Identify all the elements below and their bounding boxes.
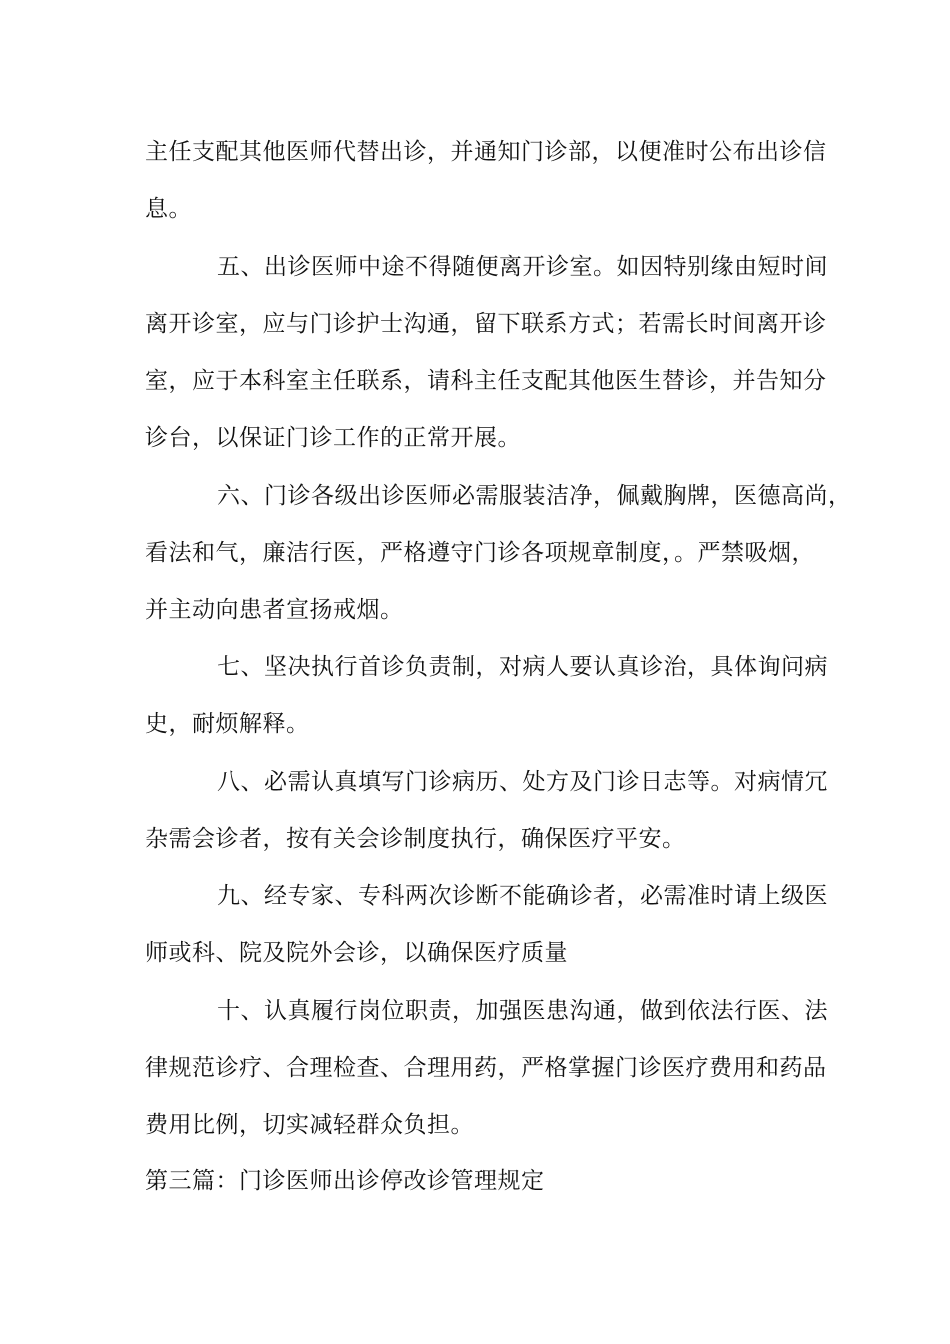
text-line: 室，应于本科室主任联系，请科主任支配其他医生替诊，并告知分 — [145, 368, 827, 394]
paragraph-5-line: 五、出诊医师中途不得随便离开诊室。如因特别缘由短时间 — [217, 254, 828, 280]
paragraph-7-line: 七、坚决执行首诊负责制，对病人要认真诊治，具体询问病 — [217, 654, 828, 680]
text-line: 并主动向患者宣扬戒烟。 — [145, 597, 404, 623]
paragraph-9-line: 九、经专家、专科两次诊断不能确诊者，必需准时请上级医 — [217, 883, 828, 909]
text-line: 诊台，以保证门诊工作的正常开展。 — [145, 425, 521, 451]
section-heading: 第三篇：门诊医师出诊停改诊管理规定 — [145, 1168, 545, 1194]
text-line: 律规范诊疗、合理检查、合理用药，严格掌握门诊医疗费用和药品 — [145, 1055, 827, 1081]
text-line: 主任支配其他医师代替出诊，并通知门诊部，以便准时公布出诊信 — [145, 139, 827, 165]
text-line: 师或科、院及院外会诊，以确保医疗质量 — [145, 940, 568, 966]
text-line: 看法和气，廉洁行医，严格遵守门诊各项规章制度，。严禁吸烟， — [145, 540, 815, 566]
paragraph-6-line: 六、门诊各级出诊医师必需服装洁净，佩戴胸牌，医德高尚， — [217, 483, 852, 509]
paragraph-10-line: 十、认真履行岗位职责，加强医患沟通，做到依法行医、法 — [217, 998, 828, 1024]
text-line: 离开诊室，应与门诊护士沟通，留下联系方式；若需长时间离开诊 — [145, 311, 827, 337]
paragraph-8-line: 八、必需认真填写门诊病历、处方及门诊日志等。对病情冗 — [217, 769, 828, 795]
text-line: 杂需会诊者，按有关会诊制度执行，确保医疗平安。 — [145, 826, 686, 852]
text-line: 费用比例，切实减轻群众负担。 — [145, 1112, 474, 1138]
text-line: 息。 — [145, 196, 192, 222]
text-line: 史，耐烦解释。 — [145, 711, 310, 737]
